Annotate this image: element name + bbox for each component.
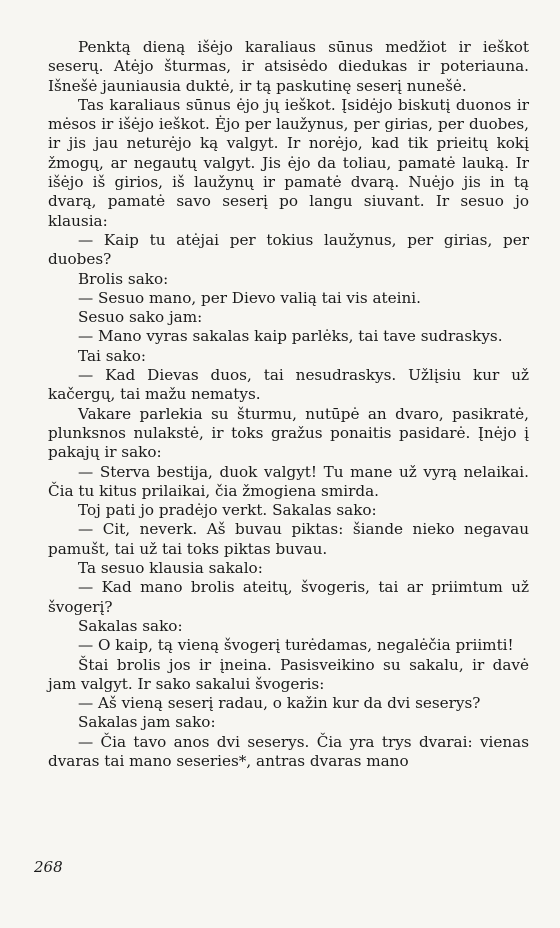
paragraph: Sakalas sako: [78,616,183,635]
paragraph: Sakalas jam sako: [78,713,216,732]
paragraph: — Kad mano brolis ateitų, švogeris, tai ar priimtum už švogerį? [48,578,529,616]
paragraph: — Kaip tu atėjai per tokius laužynus, per girias, per duobes? [48,230,529,269]
paragraph: Tas karaliaus sūnus ėjo jų ieškot. Įsidėjo biskutį duonos ir mėsos ir išėjo ieškot. Ėjo per laužynus, per girias, per duobes, ir jis jau neturėjo ką valgyt. Ir norėjo, kad tik prieitų kokį žmogų, ar negautų valgyt. Jis ėjo da toliau, pamatė lauką. Ir išėjo iš girios, iš laužynų ir pamatė dvarą. Nuėjo jis in tą dvarą, pamatė savo seserį po langu siuvant. Ir sesuo jo klausia: [48,95,529,230]
paragraph: — Sterva bestija, duok valgyt! Tu mane už vyrą nelaikai. Čia tu kitus prilaikai, čia žmogiena smirda. [48,462,529,500]
paragraph: — Cit, neverk. Aš buvau piktas: šiande nieko negavau pamušt, tai už tai toks piktas buvau. [48,520,529,558]
page-number: 268 [34,858,63,876]
paragraph: — Kad Dievas duos, tai nesudraskys. Užlįsiu kur už kačergų, tai mažu nematys. [48,366,529,404]
paragraph: Štai brolis jos ir įneina. Pasisveikino su sakalu, ir davė jam valgyt. Ir sako sakalui švogeris: [48,655,529,693]
paragraph: Sesuo sako jam: [78,308,203,327]
paragraph: — O kaip, tą vieną švogerį turėdamas, negalėčia priimti! [78,636,514,655]
paragraph: — Mano vyras sakalas kaip parlėks, tai tave sudraskys. [78,327,503,346]
paragraph: — Aš vieną seserį radau, o kažin kur da dvi seserys? [78,694,481,713]
paragraph: Vakare parlekia su šturmu, nutūpė an dvaro, pasikratė, plunksnos nulakstė, ir toks gražus ponaitis pasidarė. Įnėjo į pakajų ir sako: [48,404,529,462]
paragraph: Ta sesuo klausia sakalo: [78,559,263,578]
paragraph: Toj pati jo pradėjo verkt. Sakalas sako: [78,501,377,520]
paragraph: Penktą dieną išėjo karaliaus sūnus medžiot ir ieškot seserų. Atėjo šturmas, ir atsisėdo diedukas ir poteriauna. Išnešė jauniausia duktė, ir tą paskutinę seserį nunešė. [48,38,529,95]
paragraph: — Sesuo mano, per Dievo valią tai vis ateini. [78,288,421,307]
paragraph: Tai sako: [78,346,147,365]
page-text [48,38,529,771]
paragraph: Brolis sako: [78,269,169,288]
paragraph: — Čia tavo anos dvi seserys. Čia yra trys dvarai: vienas dvaras tai mano seseries*, antras dvaras mano [48,732,529,770]
